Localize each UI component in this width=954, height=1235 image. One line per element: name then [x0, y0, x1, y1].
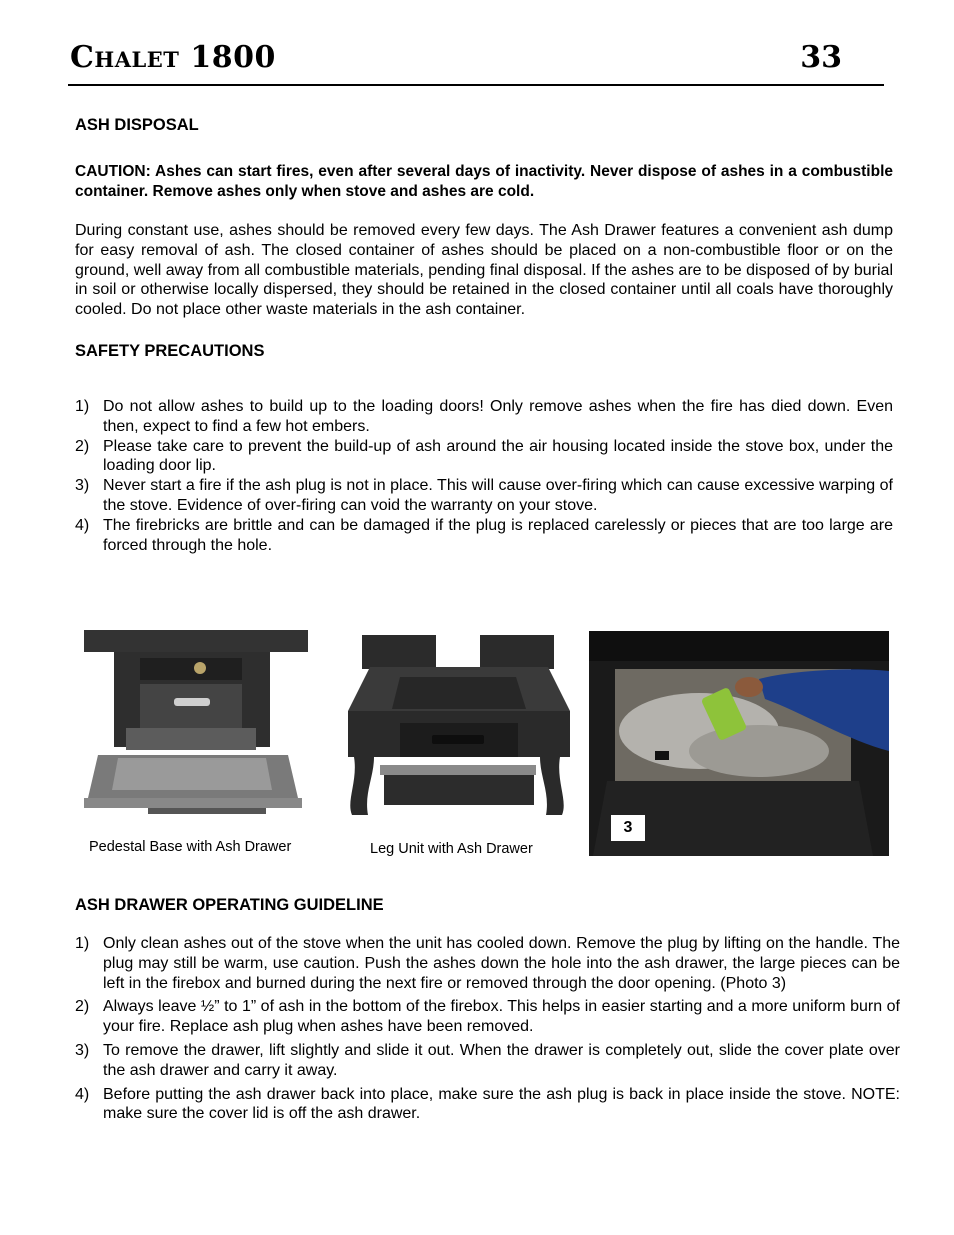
leg-unit-photo: [340, 633, 574, 823]
manual-title: Chalet 1800: [70, 40, 276, 75]
guideline-heading: ASH DRAWER OPERATING GUIDELINE: [75, 896, 384, 914]
safety-list: [75, 397, 893, 555]
list-item: 1) Do not allow ashes to build up to the loading doors! Only remove ashes when the fire has died down. Even then, expect to find a few hot embers.: [75, 398, 893, 435]
ash-disposal-heading: ASH DISPOSAL: [75, 116, 199, 134]
list-item: 4) Before putting the ash drawer back into place, make sure the ash plug is back in place inside the stove. NOTE: make sure the cover lid is off the ash drawer.: [75, 1085, 900, 1123]
list-item: 3) Never start a fire if the ash plug is not in place. This will cause over-firing which can cause excessive warping of the stove. Evidence of over-firing can void the warranty on your stove.: [75, 477, 893, 514]
list-item: 1) Only clean ashes out of the stove when the unit has cooled down. Remove the plug by lifting on the handle. The plug may still be warm, use caution. Push the ashes down the hole into the ash drawer, the large pieces can be left in the firebox and burned during the next fire or removed through the door opening. (Photo 3): [75, 935, 900, 992]
list-item: 2) Always leave ½” to 1” of ash in the bottom of the firebox. This helps in easier starting and a more uniform burn of your fire. Replace ash plug when ashes have been removed.: [75, 998, 900, 1036]
safety-heading: SAFETY PRECAUTIONS: [75, 342, 265, 360]
caution-text: CAUTION: Ashes can start fires, even after several days of inactivity. Never dispose of ashes in a combustible container. Remove ashes only when stove and ashes are cold.: [75, 163, 893, 200]
page-header: [68, 38, 884, 86]
pedestal-caption: Pedestal Base with Ash Drawer: [89, 839, 292, 855]
guideline-list: [75, 934, 900, 1128]
ash-disposal-body: During constant use, ashes should be removed every few days. The Ash Drawer features a convenient ash dump for easy removal of ash. The closed container of ashes should be placed on a non-combustible floor or on the ground, well away from all combustible materials, pending final disposal. If the ashes are to be disposed of by burial in soil or otherwise locally dispersed, they should be retained in the closed container until all coals have thoroughly cooled. Do not place other waste materials in the ash container.: [75, 222, 893, 319]
leg-unit-caption: Leg Unit with Ash Drawer: [370, 841, 533, 857]
pedestal-base-photo: [78, 630, 310, 835]
list-item: 4) The firebricks are brittle and can be damaged if the plug is replaced carelessly or pieces that are too large are forced through the hole.: [75, 516, 893, 554]
page-number: 33: [800, 40, 842, 75]
photo-number-label: 3: [611, 815, 645, 841]
list-item: 3) To remove the drawer, lift slightly and slide it out. When the drawer is completely out, slide the cover plate over the ash drawer and carry it away.: [75, 1041, 900, 1079]
list-item: 2) Please take care to prevent the build-up of ash around the air housing located inside the stove box, under the loading door lip.: [75, 437, 893, 475]
ash-cleaning-photo: [589, 631, 889, 856]
